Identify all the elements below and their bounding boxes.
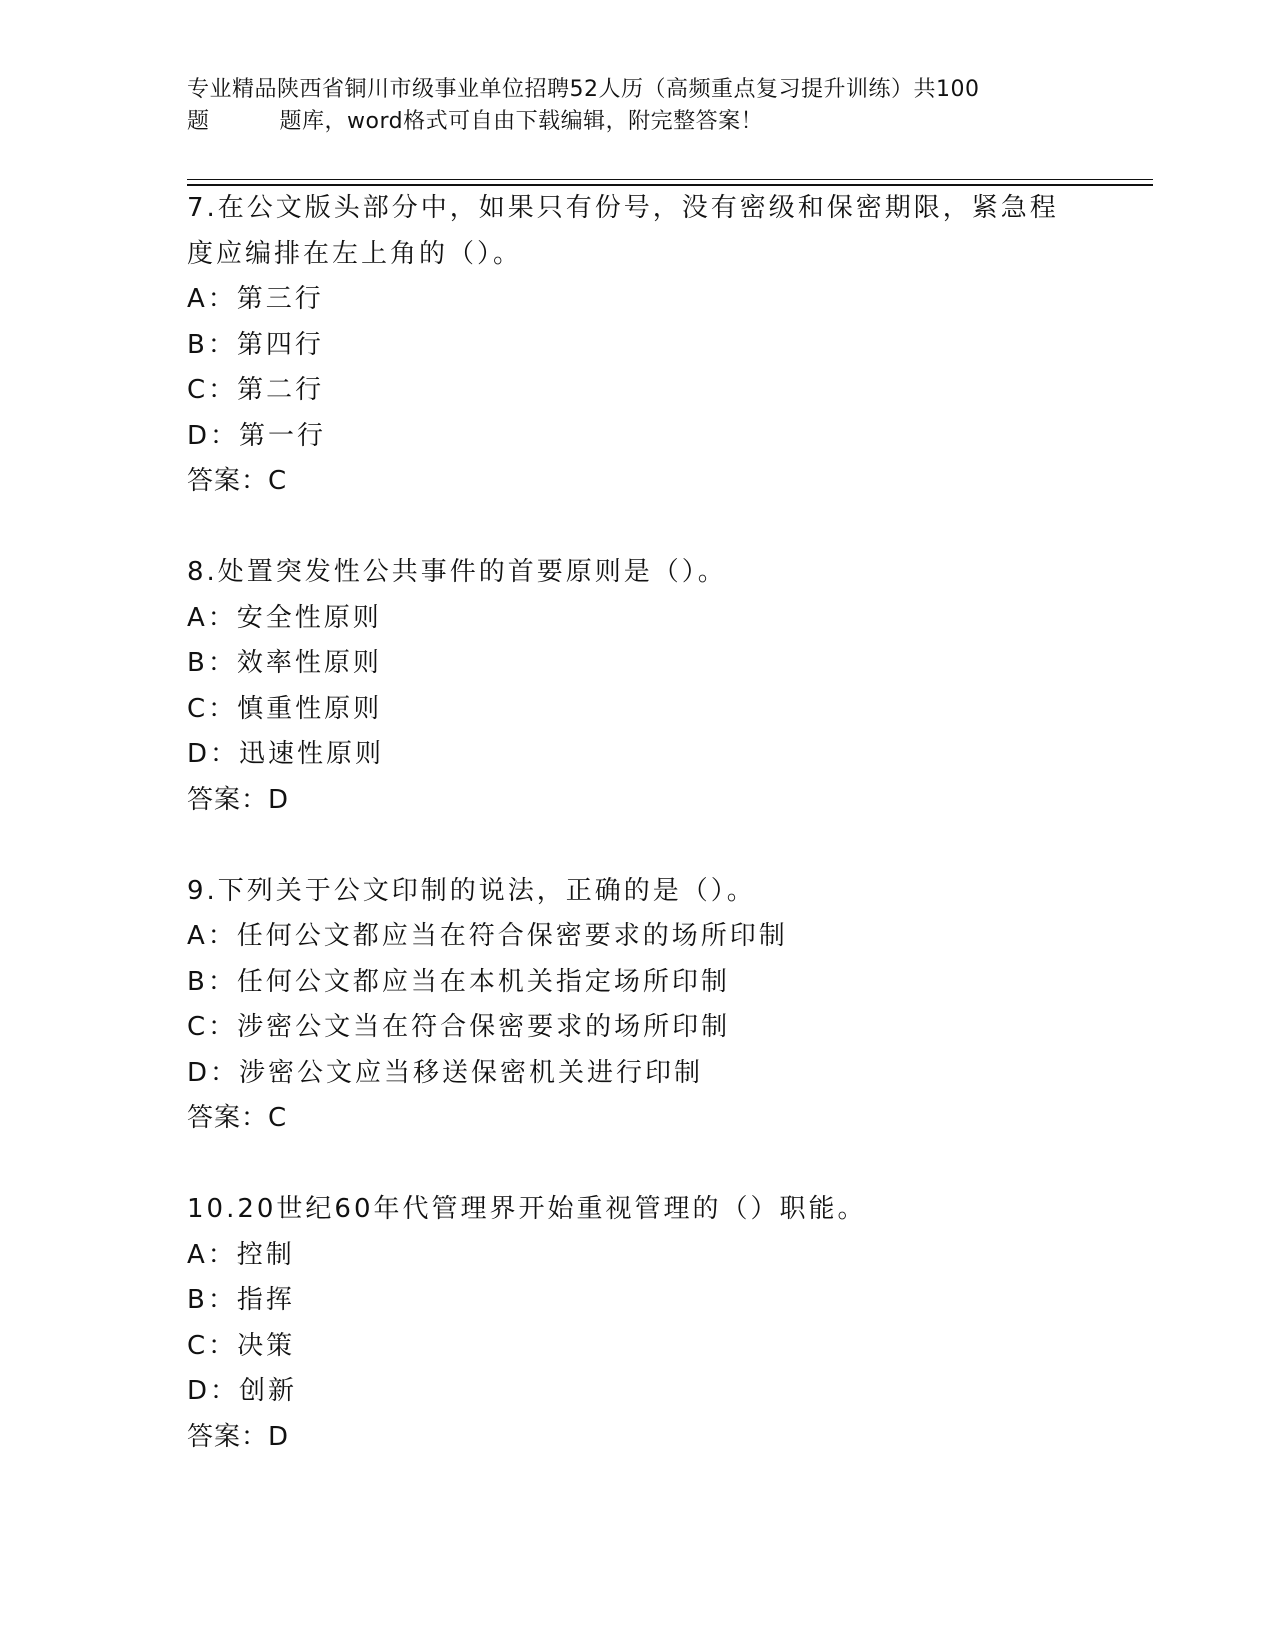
- option-b: B：任何公文都应当在本机关指定场所印制: [187, 966, 730, 997]
- header-title-line1: 专业精品陕西省铜川市级事业单位招聘52人历（高频重点复习提升训练）共100: [187, 77, 980, 102]
- answer: 答案：D: [187, 1421, 290, 1452]
- answer: 答案：C: [187, 466, 288, 496]
- option-c: C：决策: [187, 1330, 296, 1361]
- option-a: A：控制: [187, 1239, 295, 1270]
- option-d: D：第一行: [187, 420, 327, 451]
- question-9: [187, 869, 1067, 1142]
- answer: 答案：D: [187, 784, 290, 815]
- document-header: [187, 74, 1087, 138]
- option-a: A：第三行: [187, 284, 324, 314]
- option-c: C：涉密公文当在符合保密要求的场所印制: [187, 1012, 731, 1042]
- header-title-line2-left: 题: [187, 109, 210, 134]
- header-title-line2-right: 题库，word格式可自由下载编辑，附完整答案！: [279, 109, 764, 134]
- question-stem: 10.20世纪60年代管理界开始重视管理的（）职能。: [187, 1194, 867, 1224]
- answer: 答案：C: [187, 1103, 288, 1133]
- option-d: D：创新: [187, 1376, 298, 1406]
- option-b: B：第四行: [187, 329, 324, 360]
- option-a: A：安全性原则: [187, 602, 382, 633]
- option-d: D：迅速性原则: [187, 739, 385, 769]
- option-d: D：涉密公文应当移送保密机关进行印制: [187, 1057, 704, 1088]
- question-stem: 8.处置突发性公共事件的首要原则是（）。: [187, 557, 727, 587]
- question-stem: 9.下列关于公文印制的说法，正确的是（）。: [187, 875, 756, 906]
- header-title-line2: [187, 106, 1087, 138]
- header-divider-thin: [187, 179, 1153, 180]
- question-stem: 7.在公文版头部分中，如果只有份号，没有密级和保密期限，紧急程度应编排在左上角的（）。: [187, 193, 1059, 269]
- option-b: B：效率性原则: [187, 648, 382, 678]
- option-a: A：任何公文都应当在符合保密要求的场所印制: [187, 921, 788, 951]
- option-c: C：慎重性原则: [187, 693, 383, 724]
- option-b: B：指挥: [187, 1285, 295, 1315]
- question-8: [187, 550, 1067, 823]
- question-list: [187, 186, 1067, 1506]
- question-10: [187, 1187, 1067, 1460]
- option-c: C：第二行: [187, 375, 325, 405]
- question-7: [187, 186, 1067, 505]
